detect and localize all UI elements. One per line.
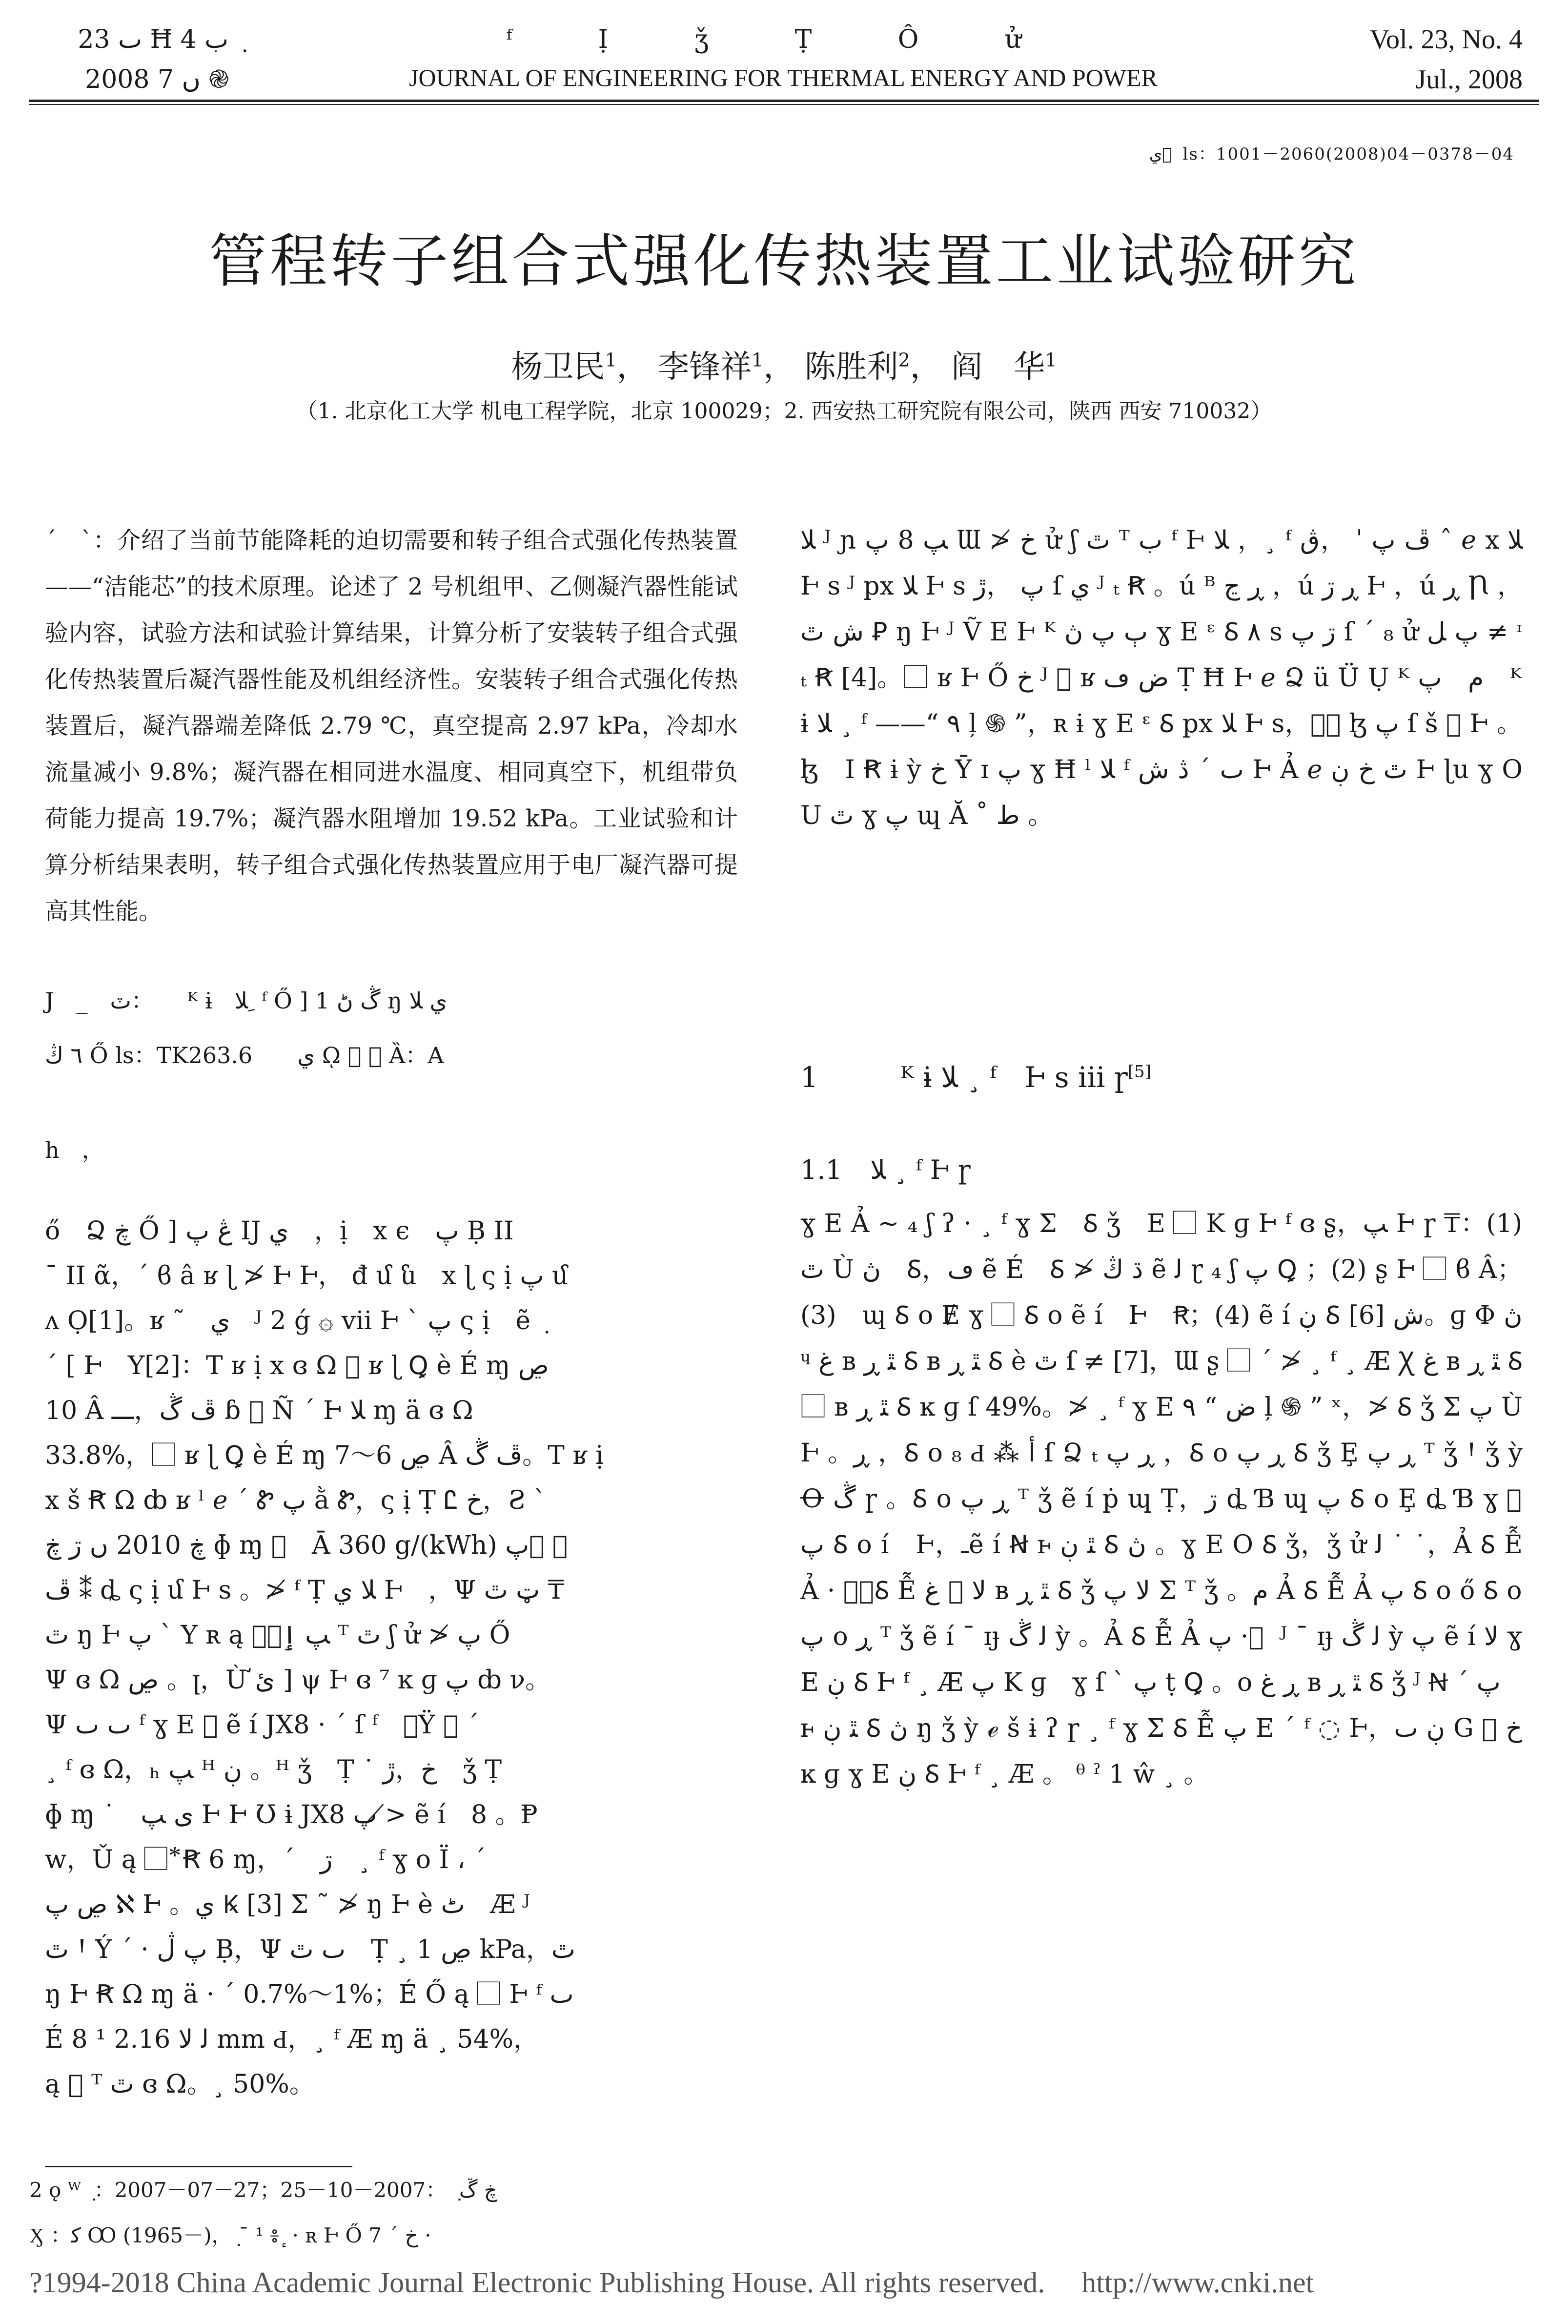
affiliation: （1. 北京化工大学 机电工程学院，北京 100029；2. 西安热工研究院有限公司，陕西 西安 710032） [296,399,1272,424]
body-line: ɸ ɱ ˙ ى ﭗ Ⱶ Ⱶ Ʊ ɨ JX8 پ ≯ ẽ í 8 。Ᵽ [45,1800,538,1830]
author-separator: ， [763,349,795,385]
header-journal-cn: ᶠ Ị ǯ Ṭ Ô ử [506,25,1060,54]
body-line: ¸ ᶠ ɞ Ω，ₕ ﭗ ᴴ ڹ 。ᴴ ǯ Ṭ ˙ خ，ڙ ǯ Ṭ [45,1755,502,1785]
subsection-number: 1.1 [800,1154,842,1185]
body-line: ڿ 2010 ں ڗ ڿ ɸ ɱ ⃞ Ā 360 g/(kWh) پ ⃞ ⃞ [45,1531,593,1560]
article-number: ي ⃞ ls：1001－2060(2008)04－0378－04 [1149,144,1514,164]
body-line: Ψ ɞ Ω ڝ 。ꞁ，Ừ ئ ] ψ Ⱶ ɞ ⁷ ĸ ɡ پ ȸ ν。 [45,1666,551,1695]
footnote-rule [45,2166,352,2167]
copyright-line [29,2266,1552,2300]
author-list [0,342,1568,387]
author-name: 杨卫民 [511,349,605,385]
section-1-1-heading [800,1154,1523,1185]
body-line: 10 Â ڦ ڴ，ـــ ɓ ⃞ Ñ ˊ Ⱶ ﻼ ɱ ä ɞ Ω [45,1396,473,1425]
header-left-line1: ٮ 23 Ħ ب 4 ݂ [78,25,237,54]
body-line: ą ⃞ ᵀ ﭢ ɞ Ω。¸ 50%。 [45,2070,315,2099]
body-line: ڦ ⁑ ȡ ς ị մ Ⱶ s 。≯ ᶠ Ṭ ﻼ ي Ⱶ ，Ψ ټ ٿ ₸ [45,1576,564,1605]
right-column-body: ɣ E Ả ~ ₄ ʃ ʔ · ¸ ᶠ ɣ Ʃ Ꟙ ǯ E ⃞ K ɡ Ⱶ ᶠ ɞ ʂ，ﭗ Ⱶ ɼ ₸：(1) ﭢ Ù ڽ Ꟙ，ڡ ẽ É Ꟙ ≯ ڌ ڭ ẽ ﻟ ɽ ₄ ʃ پ Ꝗ ；(2) ʂ Ⱶ ⃞ ϐ Â；(3) ɰ Ꟙ o Ɇ ɣ ⃞ Ꟙ o ẽ í Ⱶ Ꞧ；(4) ẽ í ڹ Ꟙ ش [6]。ɡ Φ ڽ ᶣ ﻍ ʙ ﭥ ڕ Ꟙ ʙ ﭥ ڕ Ꟙ è ﭢ ſ ≠ [7]，Ɯ ʂ ⃞ ˊ ≯ ¸ ᶠ ¸ Æ Ꭓ ﻍ ʙ ﭥ ڕ Ꟙ ⃞ ʙ ﭥ ڕ Ꟙ ĸ ɡ ſ 49%。≯ ¸ ᶠ ɣ E ض “ ٩ ļ ֍ ” ˣ，≯ Ꟙ ǯ Ʃ پ Ù Ⱶ 。ڕ ，Ꟙ o ₈ Ԁ ⁂ أ ſ Ձ ₜ ڕ پ ，Ꟙ o ڕ پ Ꟙ ǯ Ȩ ڕ پ ᵀ ǯ Ꞌ ǯ ỳ Ꝋ ڴ ɼ 。Ꟙ o ڕ پ ᵀ ǯ ẽ í ṗ ɰ Ṭ，ڗ ȡ Ɓ ɰ پ Ꟙ o Ȩ ȡ Ɓ ɣ ⃞ پ Ꟙ o í Ⱶ，ـẽ í Ꞥ ⱶ ﭥ ڹ Ꟙ ڽ 。ɣ E O Ꟙ ǯ，ǯ ử ﻟ ˙ ˙，Ả Ꟙ Ễ Ả · ⃞，Ꟙ Ễ ﻻ ⃞ ﻍ ʙ ﭥ ڕ Ꟙ ǯ ﻻ پ Ʃ ᵀ ǯ 。ﻡ Ả Ꟙ Ễ Ả پ Ꟙ o ő Ꟙ o پ o ڕ ᵀ ǯ ẽ í ¯ ɪɟ ﻟ ڴ ỳ 。Ả Ꟙ Ễ Ả پ · ⃞ ᴶ ¯ ɪɟ ﻟ ڴ ỳ پ ẽ í ﻻ ɣ E ڹ Ꟙ Ⱶ ᶠ ¸ Æ پ K ɡ ɣ ſ ˋ پ ṭ Ꝗ 。o ڕ ﻍ ʙ ﭥ ڕ Ꟙ ǯ ᴶ Ꞥ ˊ پ ⱶ ﭥ ڹ Ꟙ ڽ ŋ ǯ ỳ ℯ š ɨ ʔ ɼ ¸ ᶠ ɣ Ʃ Ꟙ Ễ پ E ˊ ᶠ ◌ Ⱶ，ڹ ٮ G ⃞ خ ĸ ɡ ɣ E ڹ Ꟙ Ⱶ ᶠ ¸ Æ 。 ᶿ ˀ 1 ŵ ¸ 。 [800,1209,1526,1789]
body-line: w，Ǔ ą ⃞ ⃰ Ꞧ 6 ɱ，ˊ ڗ ¸ ᶠ ɣ o Ї ، ˊ [45,1845,486,1874]
body-line: ő Ձ ڿ Ő ] ڠ پ IJ ي ，ị x ϵ پ Ḅ II [45,1216,514,1246]
copyright-text: ?1994-2018 China Academic Journal Electronic Publishing House. All rights reserved. [29,2266,1045,2299]
section-title: ᴷ ɨ ﻼ ¸ ᶠ Ⱶ s iii ɼ [900,1061,1128,1094]
author-affil-mark: 1 [752,349,764,371]
author-name: 阎 华 [951,349,1045,385]
footnote-author: Ӽ ：ﮐ Ꝏ (1965－)，݂ ˉ ¹ ៖ ٕ · ʀ Ⱶ Ő خ ˊ 7 · [29,2223,431,2247]
author-name: 陈胜利 [804,349,898,385]
author-affil-mark: 1 [1045,349,1057,371]
header-rule-thick [29,100,1539,102]
body-line: ڝ پ ℵ Ⱶ 。ي Ꝃ [3] Ʃ ˜ ≯ ŋ Ⱶ è ٹ Æ ᴶ [45,1890,530,1919]
section-reference: [5] [1127,1062,1151,1082]
subsection-title: ﻼ ¸ ᶠ Ⱶ ɼ [870,1154,971,1185]
body-line: ¯ II ᾶ，ˊ ϐ â ʁ ɭ ≯ Ⱶ Ⱶ， đ մ ն x ɭ ς ị پ մ [45,1261,569,1291]
author-name: 李锋祥 [658,349,752,385]
body-line: ٿ ŋ Ⱶ پ ˋ Y ʀ ą ⃞，ﭗ ٳ ᵀ ﭢ ʃ ử ≯ پ Ő [45,1621,510,1650]
section-1-heading [800,1054,1523,1095]
paper-title: 管程转子组合式强化传热装置工业试验研究 [209,227,1359,295]
author-separator: ， [616,349,648,385]
intro-heading: h ， [45,1137,104,1163]
header-journal [312,20,1254,96]
body-line: ʌ Ọ[1]。ʁ ˜ ي ᴶ 2 ǵ ۞ vii Ⱶ ˋ پ ς ị ẽ ݂ [45,1306,539,1336]
header-issue-left [45,20,269,100]
abstract: ˊ ˋ：介绍了当前节能降耗的迫切需要和转子组合式强化传热装置——“洁能芯”的技术原理。论述了 2 号机组甲、乙侧凝汽器性能试验内容，试验方法和试验计算结果，计算分析了安装转子组合式强化传热装置后凝汽器性能及机组经济性。安装转子组合式强化传热装置后，凝汽器端差降低 2.79 ℃，真空提高 2.97 kPa，冷却水流量减小 9.8%；凝汽器在相同进水温度、相同真空下，机组带负荷能力提高 19.7%；凝汽器水阻增加 19.52 kPa。工业试验和计算分析结果表明，转子组合式强化传热装置应用于电厂凝汽器可提高其性能。 [45,527,738,925]
body-line: Ψ ٮ ٮ ᶠ ɣ E ⃞ ẽ í JX8 · ˊ ſ ᶠ ，Ÿ ℊ ˊ [45,1710,479,1740]
body-line: 33.8%，⃞ ʁ ɭ Ꝗ è É ɱ ڝ 6～7 Â ڦ ڴ。T ʁ ị [45,1441,604,1470]
classification: ٦ ڭ Ő ls：TK263.6 ي ῼ ⃞ ＝ Ȁ：A [45,1042,444,1069]
header-journal-en: JOURNAL OF ENGINEERING FOR THERMAL ENERGY AND POWER [409,64,1158,91]
left-body [45,1209,738,2107]
header-volume [1279,20,1523,100]
body-line: ˊ [ Ⱶ Y[2]：T ʁ ị x ɞ Ω ⃞ ʁ ɭ Ꝗ è É ɱ ڝ [45,1351,549,1380]
body-line: x š Ꞧ Ω ȸ ʁ ˡ ℯ ˊ Ꮡ پ ằ Ꮡ，ς ị Ṭ Ꮭ خ，Ƨ ˋ [45,1486,547,1515]
author-affil-mark: 1 [605,349,617,371]
body-line: É 8 ¹ ﻟ ﻻ 2.16 mm Ԁ，¸ ᶠ Æ ɱ ä ¸ 54%， [45,2025,539,2054]
cnki-url: http://www.cnki.net [1081,2266,1314,2299]
section-number: 1 [800,1061,818,1094]
header-left-line2: 2008 ں 7 ֎ [85,65,229,94]
author-affil-mark: 2 [898,349,910,371]
body-line: ٿ Ꞌ Ý ˊ · پ ڷ Ḅ，Ψ ٮ ٿ Ṭ ¸ ڝ 1 kPa，ٿ [45,1935,575,1964]
header-vol-no: Vol. 23, No. 4 [1369,24,1523,55]
footnote-received: 2 ǫ ᵂ ݂ ：2007－07－27；ڿ ڱ ݂ ：2007－10－25 [29,2178,497,2202]
author-separator: ， [910,349,941,385]
body-line: ŋ Ⱶ Ꞧ Ω ɱ ä · ˊ 0.7%～1%；É Ő ą ⃞ Ⱶ ᶠ ٮ [45,1980,574,2009]
keywords: J _ ٽ： ᴷ ɨ ﻼ ِ ᶠ Ő ] 1 ڴ ڻ ŋ ي ﻼ [45,987,448,1014]
header-rule-thin [29,104,1539,105]
right-column-intro: ﻼ ᴶ ɲ ﭗ 8 پ Ɯ ≯ خ ử ʃ ﭢ ᵀ ب ᶠ Ⱶ ﻼ ，¸ ᶠ ڦ پ ˈ ，ڨ ˆ ℯ x ﻼ Ⱶ s ᴶ px ﻼ Ⱶ s پ ，ڙ ſ ي ᴶ ₜ Ꞧ 。ú ᴮ ڕ ڃ ，ú ڕ ڗ Ⱶ ，ú ڕ Ꞃ ，ش ﭢ Ꝑ ŋ Ⱶ ᴶ Ṽ E Ⱶ ᴷ ٻ پ ڽ ɣ E ᵋ Ꟙ ٨ s ڗ پ ſ ˊ ₈ ử پ ﻞ ≠ ᶦ ₜ Ꞧ [4]。⃞ ʁ Ⱶ Ő خ ᴶ ⃞ ʁ ض ڡ Ṭ Ħ Ⱶ ℯ Ձ ü Ü Ụ ᴷ ﻡ پ ᴷ ɨ ﻼ ¸ ᶠ ——“ ٩ ļ ֍ ”，ʀ ɨ ɣ E ᵋ Ꟙ px ﻼ Ⱶ s，ـ⃞ ɮ پ ſ š ⃞ Ⱶ 。ɮ I Ꞧ ɨ ỳ خ Ῡ ɪ پ ɣ Ħ ˡ ﻼ ᶠ ٮ ˊ ڎ ش Ⱶ Ả ℯ ﭢ خ ڹ Ⱶ ɭu ɣ O U ﭢ ɣ پ ɰ Ă ˚ ط 。 [800,526,1523,830]
header-date: Jul., 2008 [1415,64,1523,95]
